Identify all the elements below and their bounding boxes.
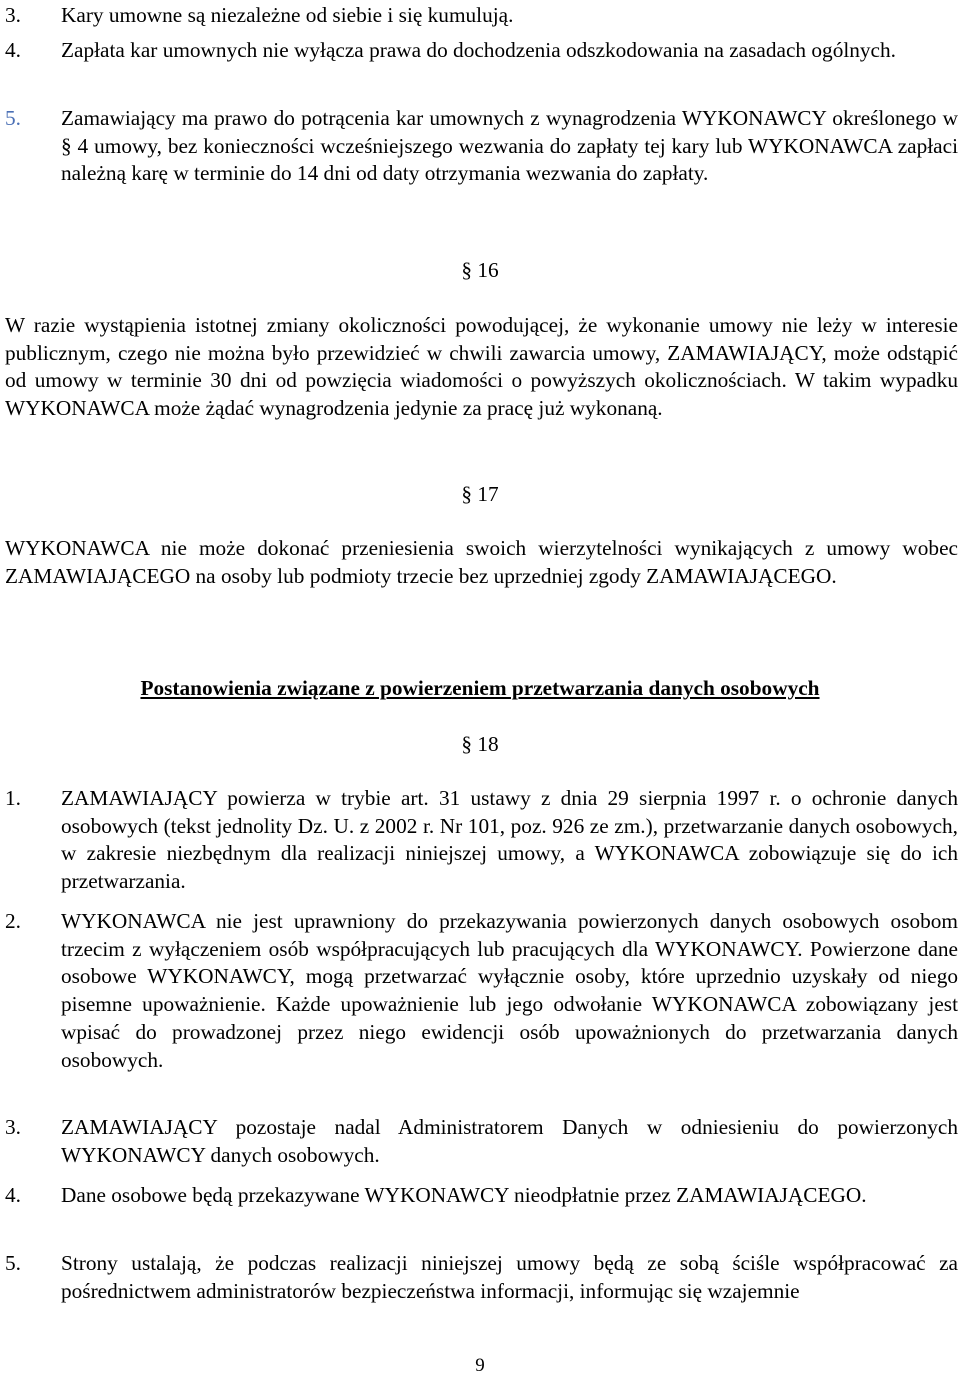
list-item xyxy=(5,1114,958,1169)
section-heading-18: § 18 xyxy=(461,732,499,756)
page-number: 9 xyxy=(475,1355,485,1376)
list-item-number: 5. xyxy=(5,1251,21,1275)
list-item-number: 2. xyxy=(5,909,21,933)
list-item-number: 1. xyxy=(5,786,21,810)
list-item-number: 4. xyxy=(5,1183,21,1207)
list-item xyxy=(5,1250,958,1305)
list-item-number: 3. xyxy=(5,3,21,27)
section-heading-16: § 16 xyxy=(461,258,499,282)
section-17-text: WYKONAWCA nie może dokonać przeniesienia swoich wierzytelności wynikających z umowy wobec ZAMAWIAJĄCEGO na osoby lub podmioty trzecie bez uprzedniej zgody ZAMAWIAJĄCEGO. xyxy=(5,536,958,588)
list-item xyxy=(5,105,958,188)
section-16-text: W razie wystąpienia istotnej zmiany okoliczności powodującej, że wykonanie umowy nie leży w interesie publicznym, czego nie można było przewidzieć w chwili zawarcia umowy, ZAMAWIAJĄCY, może odstąpić od umowy w terminie 30 dni od powzięcia wiadomości o powyższych okolicznościach. W takim wypadku WYKONAWCA może żądać wynagrodzenia jedynie za pracę już wykonaną. xyxy=(5,313,958,421)
list-item-text: Dane osobowe będą przekazywane WYKONAWCY nieodpłatnie przez ZAMAWIAJĄCEGO. xyxy=(61,1183,867,1207)
list-item-text: Kary umowne są niezależne od siebie i się kumulują. xyxy=(61,3,514,27)
list-item-text: WYKONAWCA nie jest uprawniony do przekazywania powierzonych danych osobowych osobom trzecim z wyłączeniem osób współpracujących lub pracujących dla WYKONAWCY. Powierzone dane osobowe WYKONAWCY, mogą przetwarzać wyłącznie osoby, które uprzednio uzyskały od niego pisemne upoważnienie. Każde upoważnienie lub jego odwołanie WYKONAWCA zobowiązany jest wpisać do prowadzonej przez niego ewidencji osób upoważnionych do przetwarzania danych osobowych. xyxy=(61,909,958,1072)
list-item-text: Strony ustalają, że podczas realizacji niniejszej umowy będą ze sobą ściśle współpracować za pośrednictwem administratorów bezpieczeństwa informacji, informując się wzajemnie xyxy=(61,1251,958,1303)
list-item-text: Zapłata kar umownych nie wyłącza prawa do dochodzenia odszkodowania na zasadach ogólnych. xyxy=(61,38,896,62)
list-item-text: ZAMAWIAJĄCY powierza w trybie art. 31 ustawy z dnia 29 sierpnia 1997 r. o ochronie danych osobowych (tekst jednolity Dz. U. z 2002 r. Nr 101, poz. 926 ze zm.), przetwarzanie danych osobowych, w zakresie niezbędnym dla realizacji niniejszej umowy, a WYKONAWCA zobowiązuje się do ich przetwarzania. xyxy=(61,786,958,894)
list-item-number: 3. xyxy=(5,1115,21,1139)
list-item-text: ZAMAWIAJĄCY pozostaje nadal Administratorem Danych w odniesieniu do powierzonych WYKONAWCY danych osobowych. xyxy=(61,1115,958,1167)
list-item xyxy=(5,908,958,1074)
list-item xyxy=(5,785,958,896)
list-item-number: 4. xyxy=(5,38,21,62)
list-item-text: Zamawiający ma prawo do potrącenia kar umownych z wynagrodzenia WYKONAWCY określonego w § 4 umowy, bez konieczności wcześniejszego wezwania do zapłaty tej kary lub WYKONAWCA zapłaci należną karę w terminie do 14 dni od daty otrzymania wezwania do zapłaty. xyxy=(61,106,958,186)
list-item xyxy=(5,37,958,65)
section-title: Postanowienia związane z powierzeniem przetwarzania danych osobowych xyxy=(140,676,820,700)
list-item xyxy=(5,1182,958,1210)
list-item xyxy=(5,2,958,30)
list-item-number: 5. xyxy=(5,106,21,130)
section-heading-17: § 17 xyxy=(461,482,499,506)
